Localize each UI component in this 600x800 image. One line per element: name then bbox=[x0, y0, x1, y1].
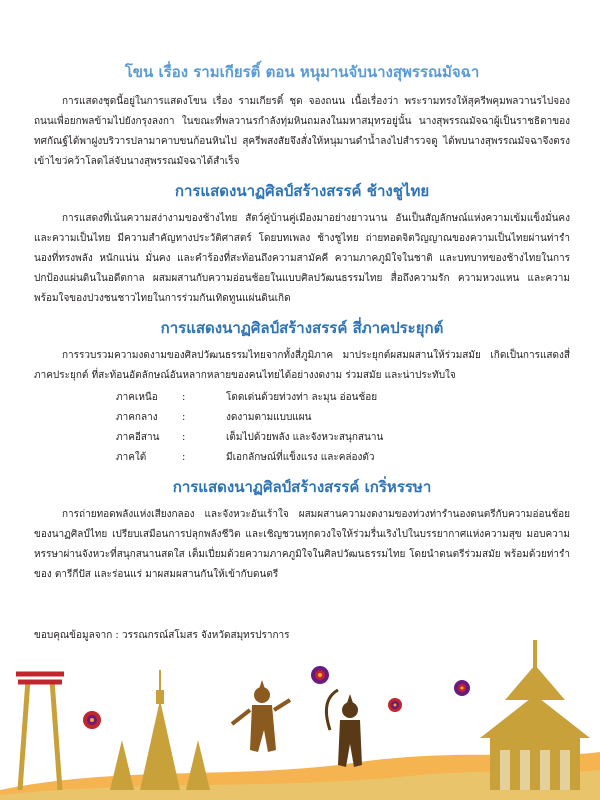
temple-prang-icon bbox=[110, 670, 210, 790]
section-title-chang: การแสดงนาฏศิลป์สร้างสรรค์ ช้างชูไทย bbox=[174, 182, 430, 200]
region-desc: มีเอกลักษณ์ที่แข็งแรง และคล่องตัว bbox=[226, 452, 375, 463]
region-colon: : bbox=[182, 392, 186, 403]
flower-decoration-icon bbox=[311, 666, 329, 684]
section-title-kree-hansa: การแสดงนาฏศิลป์สร้างสรรค์ เกริ่หรรษา bbox=[172, 478, 432, 496]
khon-dancer-icon bbox=[232, 680, 290, 752]
region-desc: งดงามตามแบบแผน bbox=[226, 412, 312, 423]
list-item bbox=[34, 408, 570, 428]
intro-paragraph: การแสดงชุดนี้อยู่ในการแสดงโขน เรื่อง รามเกียรติ์ ชุด จองถนน เนื้อเรื่องว่า พระรามทรงให้สุครีพคุมพลวานรไปจองถนนเพื่อยกพลข้ามไปยังกรุงลงกา ในขณะที่พลวานรกำลังทุ่มหินถมลงในมหาสมุทรอยู่นั้น นางสุพรรณมัจฉาผู้เป็นราชธิดาของทศกัณฐ์ได้พาฝูงบริวารปลามาคาบขนก้อนหินไป สุครีพสงสัยจึงสั่งให้หนุมานดำน้ำลงไปสำรวจดู ได้พบนางสุพรรณมัจฉาจึงตรงเข้าไขว่คว้าโลดไล่จับนางสุพรรณมัจฉาได้สำเร็จ bbox=[34, 96, 570, 167]
section-body-chang: การแสดงที่เน้นความสง่างามของช้างไทย สัตว์คู่บ้านคู่เมืองมาอย่างยาวนาน อันเป็นสัญลักษณ์แห่งความเข้มแข็งมั่นคง และความเป็นไทย มีความสำคัญทางประวัติศาสตร์ โดยบทเพลง ช้างชูไทย ถ่ายทอดจิตวิญญาณของความเป็นไทยผ่านท่ารำนองที่ทรงพลัง หนักแน่น มั่นคง และคำร้องที่สะท้อนถึงความสามัคคี ความภาคภูมิใจในชาติ และบทบาทของช้างไทยในการปกป้องแผ่นดินในอดีตกาล ผสมผสานกับความอ่อนช้อยในแบบศิลปวัฒนธรรมไทย สื่อถึงความรัก ความหวงแหน และความพร้อมใจของปวงชนชาวไทยในการร่วมกันเทิดทูนแผ่นดินเกิด bbox=[34, 213, 570, 304]
list-item bbox=[34, 448, 570, 468]
credit-line: ขอบคุณข้อมูลจาก : วรรณกรณ์สโมสร จังหวัดสมุทรปราการ bbox=[34, 630, 290, 641]
main-content bbox=[34, 60, 570, 585]
flower-decoration-icon bbox=[388, 698, 402, 712]
section-title-four-regions: การแสดงนาฏศิลป์สร้างสรรค์ สี่ภาคประยุกต์ bbox=[160, 319, 444, 337]
region-colon: : bbox=[182, 432, 186, 443]
thai-scenery-illustration bbox=[0, 640, 600, 800]
region-name: ภาคอีสาน bbox=[116, 432, 160, 443]
list-item bbox=[34, 428, 570, 448]
region-desc: โดดเด่นด้วยท่วงท่า ละมุน อ่อนช้อย bbox=[226, 392, 378, 403]
region-name: ภาคเหนือ bbox=[116, 392, 158, 403]
section-body-kree-hansa: การถ่ายทอดพลังแห่งเสียงกลอง และจังหวะอันเร้าใจ ผสมผสานความงดงามของท่วงท่ารำนองดนตรีกับความอ่อนช้อยของนาฏศิลป์ไทย เปรียบเสมือนการปลุกพลังชีวิต และเชิญชวนทุกดวงใจให้ร่วมรื่นเริงไปในบรรยากาศแห่งความสุข มอบความหรรษาผ่านจังหวะที่สนุกสนานสดใส เต็มเปี่ยมด้วยความภาคภูมิใจในศิลปวัฒนธรรมไทย โดยนำดนตรีร่วมสมัย พร้อมด้วยท่ารำของ ตารีกีปัส และร่อนแร่ มาผสมผสานกันให้เข้ากับดนตรี bbox=[34, 509, 570, 580]
region-colon: : bbox=[182, 452, 186, 463]
region-desc: เต็มไปด้วยพลัง และจังหวะสนุกสนาน bbox=[226, 432, 384, 443]
temple-building-icon bbox=[480, 640, 590, 790]
giant-swing-icon bbox=[16, 674, 64, 790]
khon-dancer-icon bbox=[326, 690, 362, 767]
region-colon: : bbox=[182, 412, 186, 423]
list-item bbox=[34, 388, 570, 408]
section-body-four-regions: การรวบรวมความงดงามของศิลปวัฒนธรรมไทยจากทั้งสี่ภูมิภาค มาประยุกต์ผสมผสานให้ร่วมสมัย เกิดเป็นการแสดงสี่ภาคประยุกต์ ที่สะท้อนอัตลักษณ์อันหลากหลายของคนไทยได้อย่างงดงาม ร่วมสมัย และน่าประทับใจ bbox=[34, 350, 570, 381]
flower-decoration-icon bbox=[83, 711, 101, 729]
region-name: ภาคใต้ bbox=[116, 452, 147, 463]
regions-list bbox=[34, 388, 570, 468]
flower-decoration-icon bbox=[454, 680, 470, 696]
page-title: โขน เรื่อง รามเกียรติ์ ตอน หนุมานจับนางสุพรรณมัจฉา bbox=[124, 63, 480, 81]
region-name: ภาคกลาง bbox=[116, 412, 158, 423]
